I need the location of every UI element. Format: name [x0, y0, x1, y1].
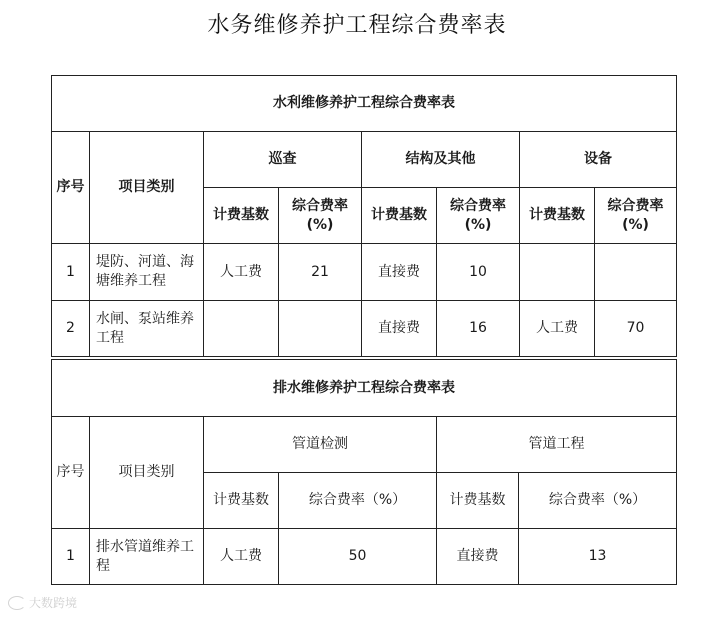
column-header-type: 项目类别 [90, 417, 204, 529]
cell-base: 直接费 [362, 301, 437, 357]
cell-rate [279, 301, 362, 357]
group-header-pipe-engineering: 管道工程 [437, 417, 677, 473]
cell-rate: 50 [279, 529, 437, 585]
group-header-pipe-inspection: 管道检测 [204, 417, 437, 473]
cell-type: 排水管道维养工程 [90, 529, 204, 585]
subheader-base: 计费基数 [437, 473, 519, 529]
subheader-rate: 综合费率(%) [437, 188, 520, 244]
group-header-patrol: 巡查 [204, 132, 362, 188]
page-title: 水务维修养护工程综合费率表 [207, 13, 507, 38]
column-header-no: 序号 [52, 132, 90, 244]
cell-base [520, 244, 595, 301]
subheader-rate: 综合费率(%) [279, 188, 362, 244]
cell-no: 1 [52, 529, 90, 585]
cell-rate: 10 [437, 244, 520, 301]
cell-base [204, 301, 279, 357]
table-row [52, 529, 677, 585]
table-row [52, 301, 677, 357]
cell-no: 2 [52, 301, 90, 357]
watermark [8, 594, 77, 611]
water-conservancy-rate-table [51, 75, 677, 357]
cell-base: 人工费 [520, 301, 595, 357]
subheader-rate: 综合费率（%） [519, 473, 677, 529]
subheader-base: 计费基数 [520, 188, 595, 244]
cell-base: 直接费 [362, 244, 437, 301]
subheader-base: 计费基数 [362, 188, 437, 244]
drainage-rate-table [51, 359, 677, 585]
cell-rate: 70 [595, 301, 677, 357]
table-caption: 排水维修养护工程综合费率表 [52, 360, 677, 417]
column-header-type: 项目类别 [90, 132, 204, 244]
cell-base: 人工费 [204, 244, 279, 301]
cell-rate: 16 [437, 301, 520, 357]
group-header-structure: 结构及其他 [362, 132, 520, 188]
subheader-rate: 综合费率（%） [279, 473, 437, 529]
table-row [52, 244, 677, 301]
group-header-equipment: 设备 [520, 132, 677, 188]
cell-type: 堤防、河道、海塘维养工程 [90, 244, 204, 301]
cell-rate: 21 [279, 244, 362, 301]
cell-rate: 13 [519, 529, 677, 585]
cell-rate [595, 244, 677, 301]
brand-logo-icon [8, 596, 26, 610]
cell-base: 人工费 [204, 529, 279, 585]
cell-base: 直接费 [437, 529, 519, 585]
table-caption: 水利维修养护工程综合费率表 [52, 76, 677, 132]
subheader-rate: 综合费率(%) [595, 188, 677, 244]
watermark-text: 大数跨境 [29, 596, 78, 610]
cell-no: 1 [52, 244, 90, 301]
subheader-base: 计费基数 [204, 188, 279, 244]
subheader-base: 计费基数 [204, 473, 279, 529]
column-header-no: 序号 [52, 417, 90, 529]
cell-type: 水闸、泵站维养工程 [90, 301, 204, 357]
